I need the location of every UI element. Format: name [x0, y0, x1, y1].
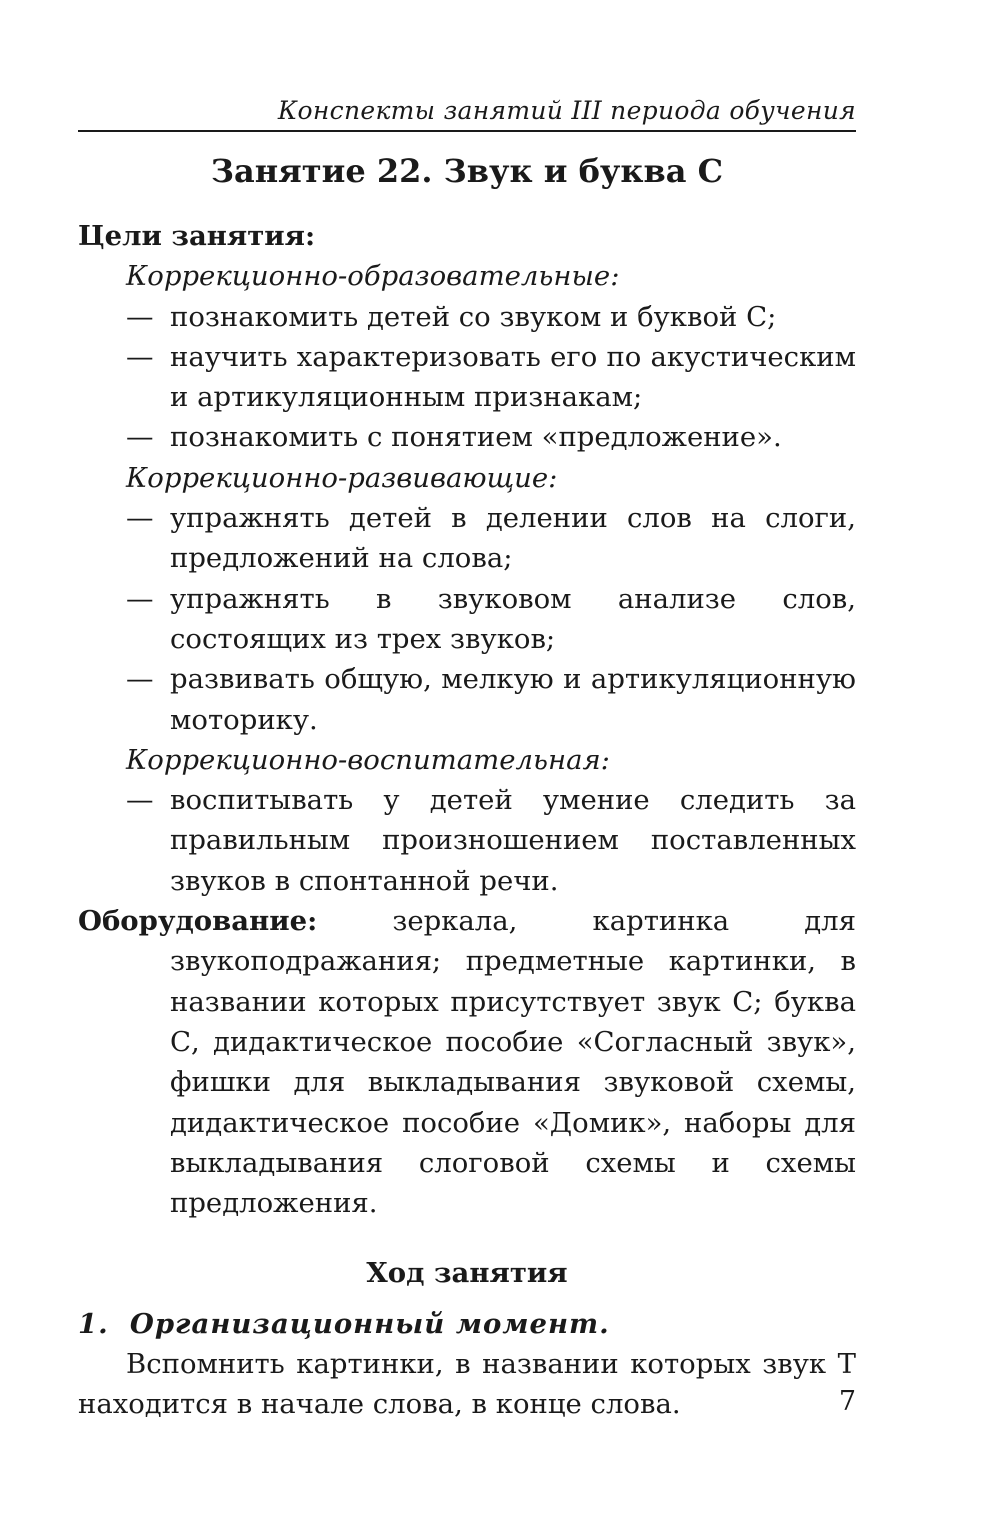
goal-item: — познакомить с понятием «предложение».	[78, 417, 856, 457]
dash-marker: —	[126, 663, 154, 696]
dash-marker: —	[126, 300, 154, 333]
goal-item: — познакомить детей со звуком и буквой С;	[78, 297, 856, 337]
step-paragraph: Вспомнить картинки, в названии которых звук Т находится в начале слова, в конце слова.	[78, 1348, 856, 1421]
goal-item: — упражнять детей в делении слов на слоги, предложений на слова;	[78, 498, 856, 579]
dash-marker: —	[126, 502, 154, 535]
dash-marker: —	[126, 340, 154, 373]
progress-heading: Ход занятия	[366, 1257, 568, 1290]
equipment-paragraph	[78, 901, 856, 1223]
lesson-title: Занятие 22. Звук и буква С	[210, 152, 724, 190]
dash-marker: —	[126, 582, 154, 615]
goal-item: — воспитывать у детей умение следить за правильным произношением поставленных звуков в спонтанной речи.	[78, 780, 856, 901]
goal-item: — упражнять в звуковом анализе слов, состоящих из трех звуков;	[78, 579, 856, 660]
step-title: Организационный момент.	[129, 1307, 610, 1340]
equipment-text: зеркала, картинка для звукоподражания; предметные картинки, в названии которых присутствует звук С; буква С, дидактическое пособие «Согласный звук», фишки для выкладывания звуковой схемы, дидактическое пособие «Домик», наборы для выкладывания слоговой схемы и схемы предложения.	[170, 905, 856, 1220]
page-number: 7	[838, 1386, 856, 1417]
dash-marker: —	[126, 421, 154, 454]
lesson-body	[78, 216, 856, 1425]
goals-group-label: Коррекционно-образовательные:	[126, 260, 620, 293]
equipment-label: Оборудование:	[78, 905, 318, 938]
dash-marker: —	[126, 784, 154, 817]
step-heading	[78, 1304, 856, 1344]
goals-group-label: Коррекционно-воспитательная:	[126, 743, 610, 776]
goals-heading: Цели занятия:	[78, 220, 316, 252]
goal-item: — научить характеризовать его по акустическим и артикуляционным признакам;	[78, 337, 856, 418]
header-rule	[78, 130, 856, 132]
running-header: Конспекты занятий III периода обучения	[277, 96, 856, 125]
goal-item: — развивать общую, мелкую и артикуляционную моторику.	[78, 659, 856, 740]
step-number: 1.	[78, 1307, 109, 1340]
goals-group-label: Коррекционно-развивающие:	[126, 461, 558, 494]
